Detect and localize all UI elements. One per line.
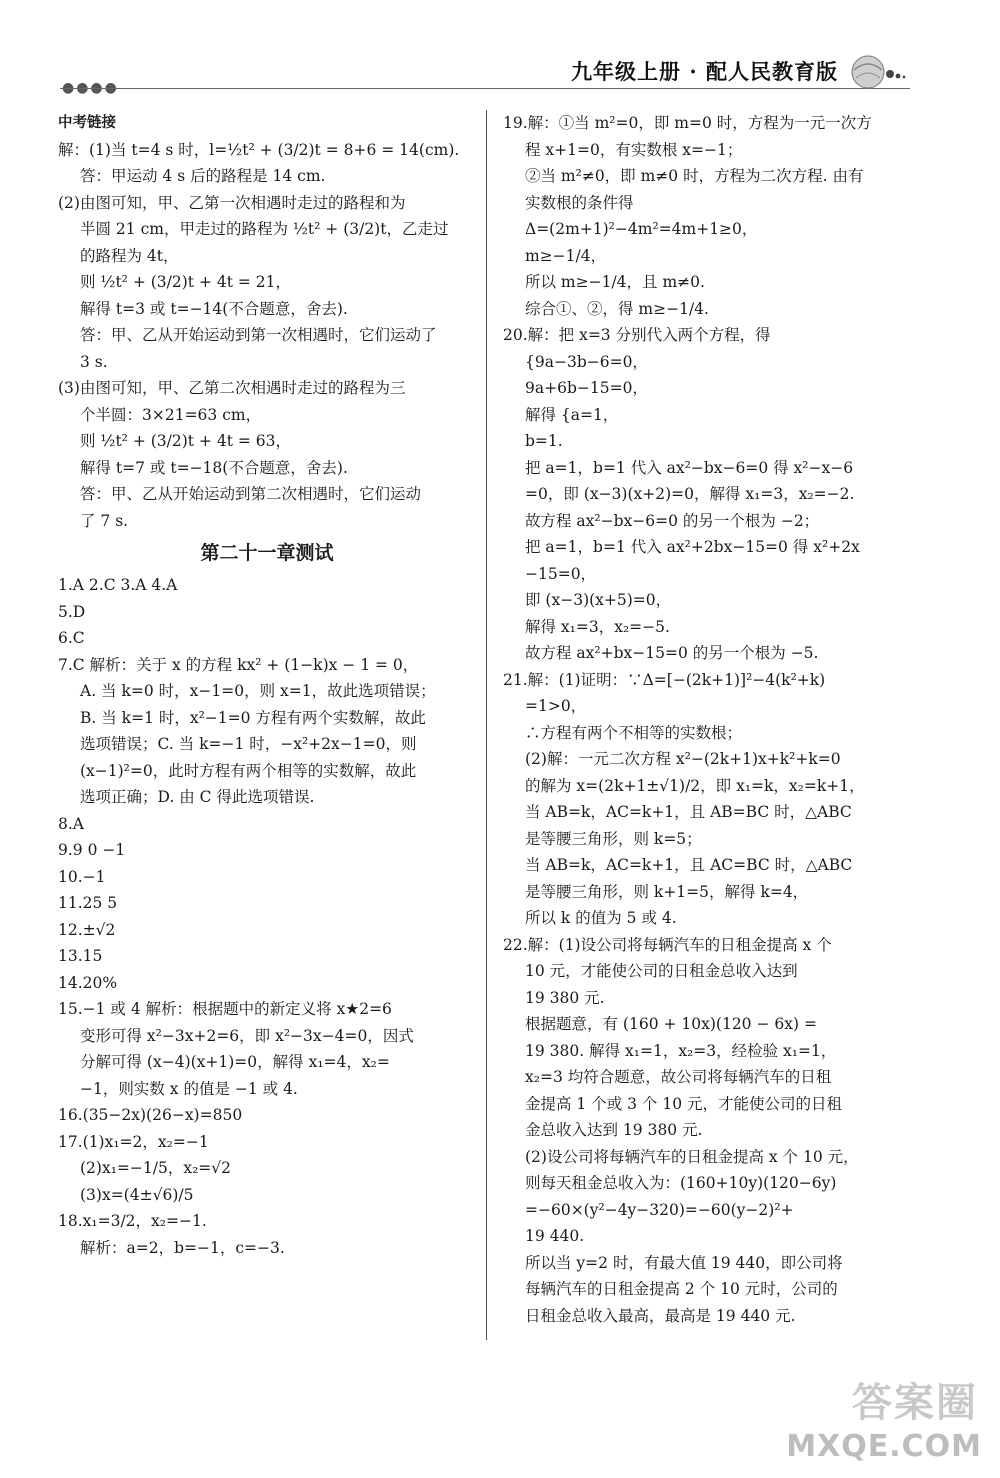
text-line: {9a−3b−6=0，: [525, 352, 648, 371]
watermark-logo: [782, 1374, 982, 1464]
text-line: 每辆汽车的日租金提高 2 个 10 元时，公司的: [525, 1280, 838, 1298]
text-line: 答：甲运动 4 s 后的路程是 14 cm.: [80, 167, 326, 185]
answer-line: 11.25 5: [58, 894, 118, 912]
text-line: 半圆 21 cm，甲走过的路程为 ½t² + (3/2)t，乙走过: [80, 220, 449, 238]
text-line: 19 380. 解得 x₁=1，x₂=3，经检验 x₁=1，: [525, 1041, 837, 1060]
text-line: −15=0，: [525, 564, 597, 583]
text-line: 解得 t=3 或 t=−14(不合题意，舍去).: [80, 299, 348, 318]
text-line: Δ=(2m+1)²−4m²=4m+1≥0，: [525, 220, 758, 238]
text-line: 答：甲、乙从开始运动到第一次相遇时，它们运动了: [80, 326, 437, 344]
text-line: (2)解：一元二次方程 x²−(2k+1)x+k²+k=0: [525, 750, 841, 768]
answer-line: 9.9 0 −1: [58, 841, 126, 859]
text-line: 个半圆：3×21=63 cm，: [80, 405, 262, 424]
text-line: ②当 m²≠0，即 m≠0 时，方程为二次方程. 由有: [525, 167, 864, 185]
text-line: 分解可得 (x−4)(x+1)=0，解得 x₁=4，x₂=: [80, 1053, 390, 1071]
answer-line: 20.解：把 x=3 分别代入两个方程，得: [503, 326, 771, 344]
chapter-title: 第二十一章测试: [200, 542, 334, 564]
answer-line: 13.15: [58, 947, 103, 965]
text-line: 所以 k 的值为 5 或 4.: [525, 909, 677, 927]
text-line: B. 当 k=1 时，x²−1=0 方程有两个实数解，故此: [80, 708, 426, 727]
header-title: 九年级上册 · 配人民教育版: [571, 59, 838, 84]
answer-line: 10.−1: [58, 867, 106, 886]
left-column: [58, 110, 476, 1261]
text-line: 当 AB=k，AC=k+1，且 AB=BC 时，△ABC: [525, 803, 852, 821]
watermark-cn: 答案圈: [852, 1380, 978, 1426]
text-line: 解得 t=7 或 t=−18(不合题意，舍去).: [80, 458, 348, 477]
text-line: 所以 m≥−1/4，且 m≠0.: [525, 273, 705, 291]
text-line: 解得 x₁=3，x₂=−5.: [525, 617, 670, 636]
text-line: (2)设公司将每辆汽车的日租金提高 x 个 10 元，: [525, 1147, 859, 1166]
answer-line: 6.C: [58, 629, 85, 647]
text-line: =0，即 (x−3)(x+2)=0，解得 x₁=3，x₂=−2.: [525, 485, 855, 503]
text-line: 选项正确；D. 由 C 得此选项错误.: [80, 788, 315, 806]
text-line: −1，则实数 x 的值是 −1 或 4.: [80, 1079, 298, 1098]
answer-line: 5.D: [58, 602, 86, 621]
text-line: A. 当 k=0 时，x−1=0，则 x=1，故此选项错误；: [80, 682, 436, 700]
text-line: 变形可得 x²−3x+2=6，即 x²−3x−4=0，因式: [80, 1026, 414, 1045]
text-line: 把 a=1，b=1 代入 ax²−bx−6=0 得 x²−x−6: [525, 458, 854, 477]
text-line: 则 ½t² + (3/2)t + 4t = 63，: [80, 432, 291, 450]
text-line: 故方程 ax²+bx−15=0 的另一个根为 −5.: [525, 644, 819, 662]
answer-line: 12.±√2: [58, 920, 116, 939]
answer-line: 7.C 解析：关于 x 的方程 kx² + (1−k)x − 1 = 0，: [58, 655, 419, 674]
answer-line: 15.−1 或 4 解析：根据题中的新定义将 x★2=6: [58, 1000, 392, 1018]
text-line: m≥−1/4，: [525, 246, 607, 265]
text-line: 10 元，才能使公司的日租金总收入达到: [525, 962, 798, 980]
globe-logo-icon: [842, 50, 908, 92]
text-line: 解：(1)当 t=4 s 时，l=½t² + (3/2)t = 8+6 = 14(cm).: [58, 140, 460, 159]
text-line: 是等腰三角形，则 k+1=5，解得 k=4，: [525, 882, 809, 901]
text-line: 则每天租金总收入为：(160+10y)(120−6y): [525, 1174, 837, 1192]
answer-line: 16.(35−2x)(26−x)=850: [58, 1106, 243, 1124]
page-header: [0, 0, 1000, 100]
text-line: 解得 {a=1，: [525, 405, 619, 424]
text-line: 日租金总收入最高，最高是 19 440 元.: [525, 1306, 796, 1325]
header-rule: [60, 88, 910, 89]
text-line: 答：甲、乙从开始运动到第二次相遇时，它们运动: [80, 485, 422, 503]
text-line: (2)由图可知，甲、乙第一次相遇时走过的路程和为: [58, 193, 406, 212]
column-divider: [486, 110, 487, 1340]
text-line: 程 x+1=0，有实数根 x=−1；: [525, 140, 743, 159]
text-line: 选项错误；C. 当 k=−1 时，−x²+2x−1=0，则: [80, 735, 417, 753]
text-line: 根据题意，有 (160 + 10x)(120 − 6x) =: [525, 1015, 817, 1033]
text-line: 金提高 1 个或 3 个 10 元，才能使公司的日租: [525, 1094, 843, 1113]
answer-line: 1.A 2.C 3.A 4.A: [58, 576, 178, 594]
text-line: =1>0，: [525, 697, 587, 715]
text-line: 解析：a=2，b=−1，c=−3.: [80, 1238, 285, 1257]
text-line: 即 (x−3)(x+5)=0，: [525, 591, 672, 609]
text-line: 是等腰三角形，则 k=5；: [525, 829, 702, 848]
text-line: 的解为 x=(2k+1±√1)/2，即 x₁=k，x₂=k+1，: [525, 776, 865, 795]
text-line: 了 7 s.: [80, 511, 129, 530]
text-line: 3 s.: [80, 352, 108, 371]
watermark-url: MXQE.COM: [786, 1429, 982, 1464]
text-line: 故方程 ax²−bx−6=0 的另一个根为 −2；: [525, 511, 820, 530]
answer-line: 19.解：①当 m²=0，即 m=0 时，方程为一元一次方: [503, 114, 872, 132]
text-line: (x−1)²=0，此时方程有两个相等的实数解，故此: [80, 761, 417, 780]
text-line: (2)x₁=−1/5，x₂=√2: [80, 1159, 232, 1177]
text-line: 9a+6b−15=0，: [525, 379, 648, 397]
section-label: 中考链接: [58, 115, 116, 131]
text-line: 实数根的条件得: [525, 193, 634, 212]
answer-line: 17.(1)x₁=2，x₂=−1: [58, 1132, 209, 1151]
answer-line: 8.A: [58, 814, 84, 833]
answer-line: 22.解：(1)设公司将每辆汽车的日租金提高 x 个: [503, 935, 832, 954]
text-line: 金总收入达到 19 380 元.: [525, 1121, 703, 1139]
text-line: (3)x=(4±√6)/5: [80, 1185, 194, 1204]
text-line: 所以当 y=2 时，有最大值 19 440，即公司将: [525, 1253, 843, 1272]
answer-line: 21.解：(1)证明：∵Δ=[−(2k+1)]²−4(k²+k): [503, 670, 826, 689]
answer-line: 18.x₁=3/2，x₂=−1.: [58, 1212, 207, 1230]
answer-line: 14.20%: [58, 973, 118, 992]
text-line: 的路程为 4t，: [80, 246, 179, 265]
text-line: =−60×(y²−4y−320)=−60(y−2)²+: [525, 1200, 794, 1219]
text-line: (3)由图可知，甲、乙第二次相遇时走过的路程为三: [58, 379, 406, 397]
text-line: b=1.: [525, 432, 563, 450]
text-line: 则 ½t² + (3/2)t + 4t = 21，: [80, 273, 291, 291]
text-line: 综合①、②，得 m≥−1/4.: [525, 299, 709, 318]
right-column: [503, 110, 923, 1329]
text-line: 19 380 元.: [525, 988, 605, 1007]
text-line: x₂=3 均符合题意，故公司将每辆汽车的日租: [525, 1068, 832, 1086]
text-line: ∴方程有两个不相等的实数根；: [525, 723, 743, 742]
text-line: 把 a=1，b=1 代入 ax²+2bx−15=0 得 x²+2x: [525, 538, 860, 556]
text-line: 19 440.: [525, 1227, 585, 1245]
header-dots: ●●●●: [62, 80, 119, 96]
text-line: 当 AB=k，AC=k+1，且 AC=BC 时，△ABC: [525, 856, 853, 874]
